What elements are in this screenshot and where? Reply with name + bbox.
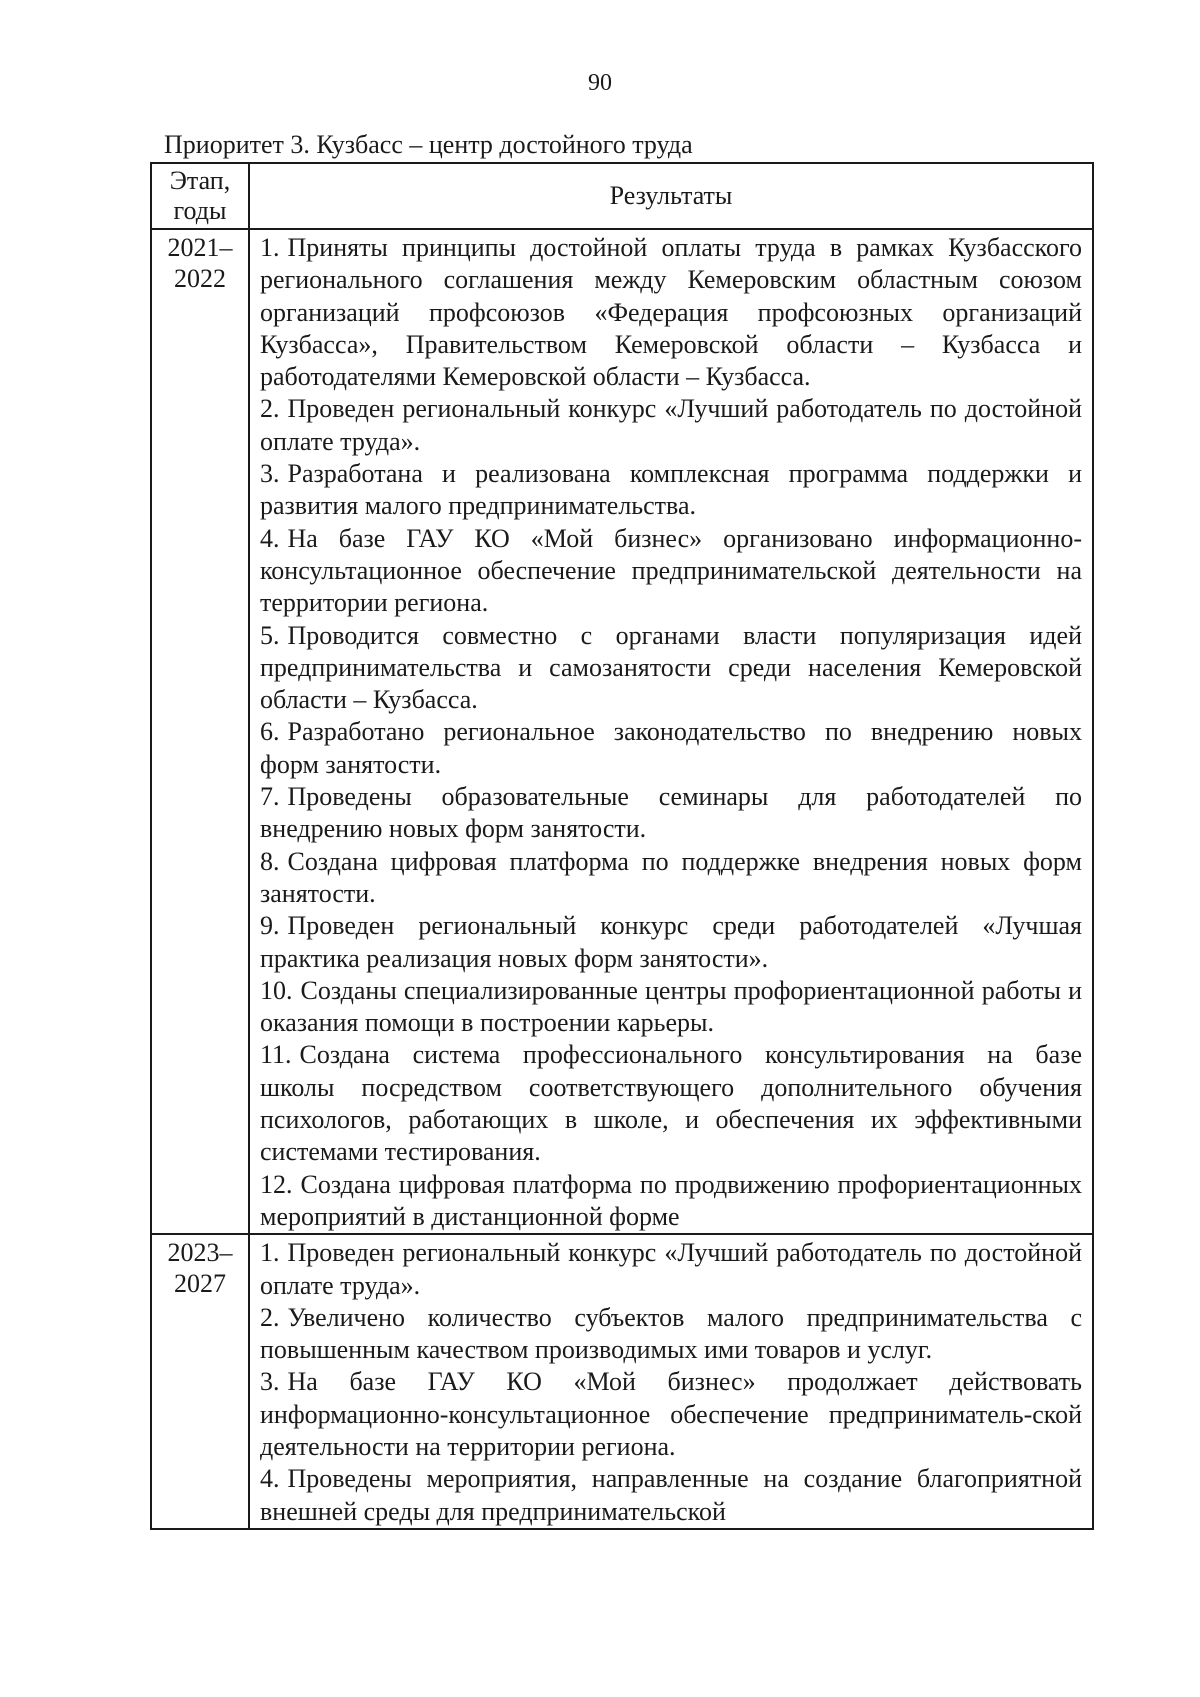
list-item: 2. Проведен региональный конкурс «Лучший работодатель по достойной оплате труда». [260, 394, 1082, 456]
list-item: 9. Проведен региональный конкурс среди работодателей «Лучшая практика реализация новых форм занятости». [260, 911, 1082, 973]
results-list [250, 1235, 1092, 1528]
header-results: Результаты [249, 163, 1093, 229]
list-item: 6. Разработано региональное законодательство по внедрению новых форм занятости. [260, 717, 1082, 779]
list-item: 4. Проведены мероприятия, направленные на создание благоприятной внешней среды для предпринимательской [260, 1464, 1082, 1526]
header-stage: Этап, годы [151, 163, 249, 229]
results-table [150, 162, 1094, 1530]
list-item: 1. Проведен региональный конкурс «Лучший работодатель по достойной оплате труда». [260, 1238, 1082, 1300]
results-list [250, 230, 1092, 1233]
list-item: 7. Проведены образовательные семинары для работодателей по внедрению новых форм занятости. [260, 782, 1082, 844]
results-cell [249, 229, 1093, 1234]
list-item: 1. Приняты принципы достойной оплаты труда в рамках Кузбасского регионального соглашения между Кемеровским областным союзом организаций профсоюзов «Федерация профсоюзных организаций Кузбасса», Правительством Кемеровской области – Кузбасса и работодателями Кемеровской области – Кузбасса. [260, 233, 1082, 392]
table-row [151, 229, 1093, 1234]
table-row [151, 1234, 1093, 1529]
list-item: 12. Создана цифровая платформа по продвижению профориентационных мероприятий в дистанционной форме [260, 1169, 1082, 1231]
list-item: 3. На базе ГАУ КО «Мой бизнес» продолжает действовать информационно-консультационное обеспечение предприниматель-ской деятельности на территории региона. [260, 1367, 1082, 1461]
list-item: 3. Разработана и реализована комплексная программа поддержки и развития малого предпринимательства. [260, 459, 1082, 521]
list-item: 2. Увеличено количество субъектов малого предпринимательства с повышенным качеством производимых ими товаров и услуг. [260, 1302, 1082, 1365]
list-item: 8. Создана цифровая платформа по поддержке внедрения новых форм занятости. [260, 846, 1082, 908]
list-item: 11. Создана система профессионального консультирования на базе школы посредством соответствующего дополнительного обучения психологов, работающих в школе, и обеспечения их эффективными системами тестирования. [260, 1040, 1082, 1167]
list-item: 4. На базе ГАУ КО «Мой бизнес» организовано информационно-консультационное обеспечение предпринимательской деятельности на территории региона. [260, 523, 1082, 618]
list-item: 5. Проводится совместно с органами власти популяризация идей предпринимательства и самозанятости среди населения Кемеровской области – Кузбасса. [260, 620, 1082, 715]
table-header-row [151, 163, 1093, 229]
results-cell [249, 1234, 1093, 1529]
table-caption: Приоритет 3. Кузбасс – центр достойного труда [164, 130, 693, 159]
stage-cell: 2021–2022 [151, 229, 249, 1234]
page-number: 90 [588, 70, 612, 96]
list-item: 10. Созданы специализированные центры профориентационной работы и оказания помощи в построении карьеры. [260, 975, 1082, 1038]
stage-cell: 2023–2027 [151, 1234, 249, 1529]
